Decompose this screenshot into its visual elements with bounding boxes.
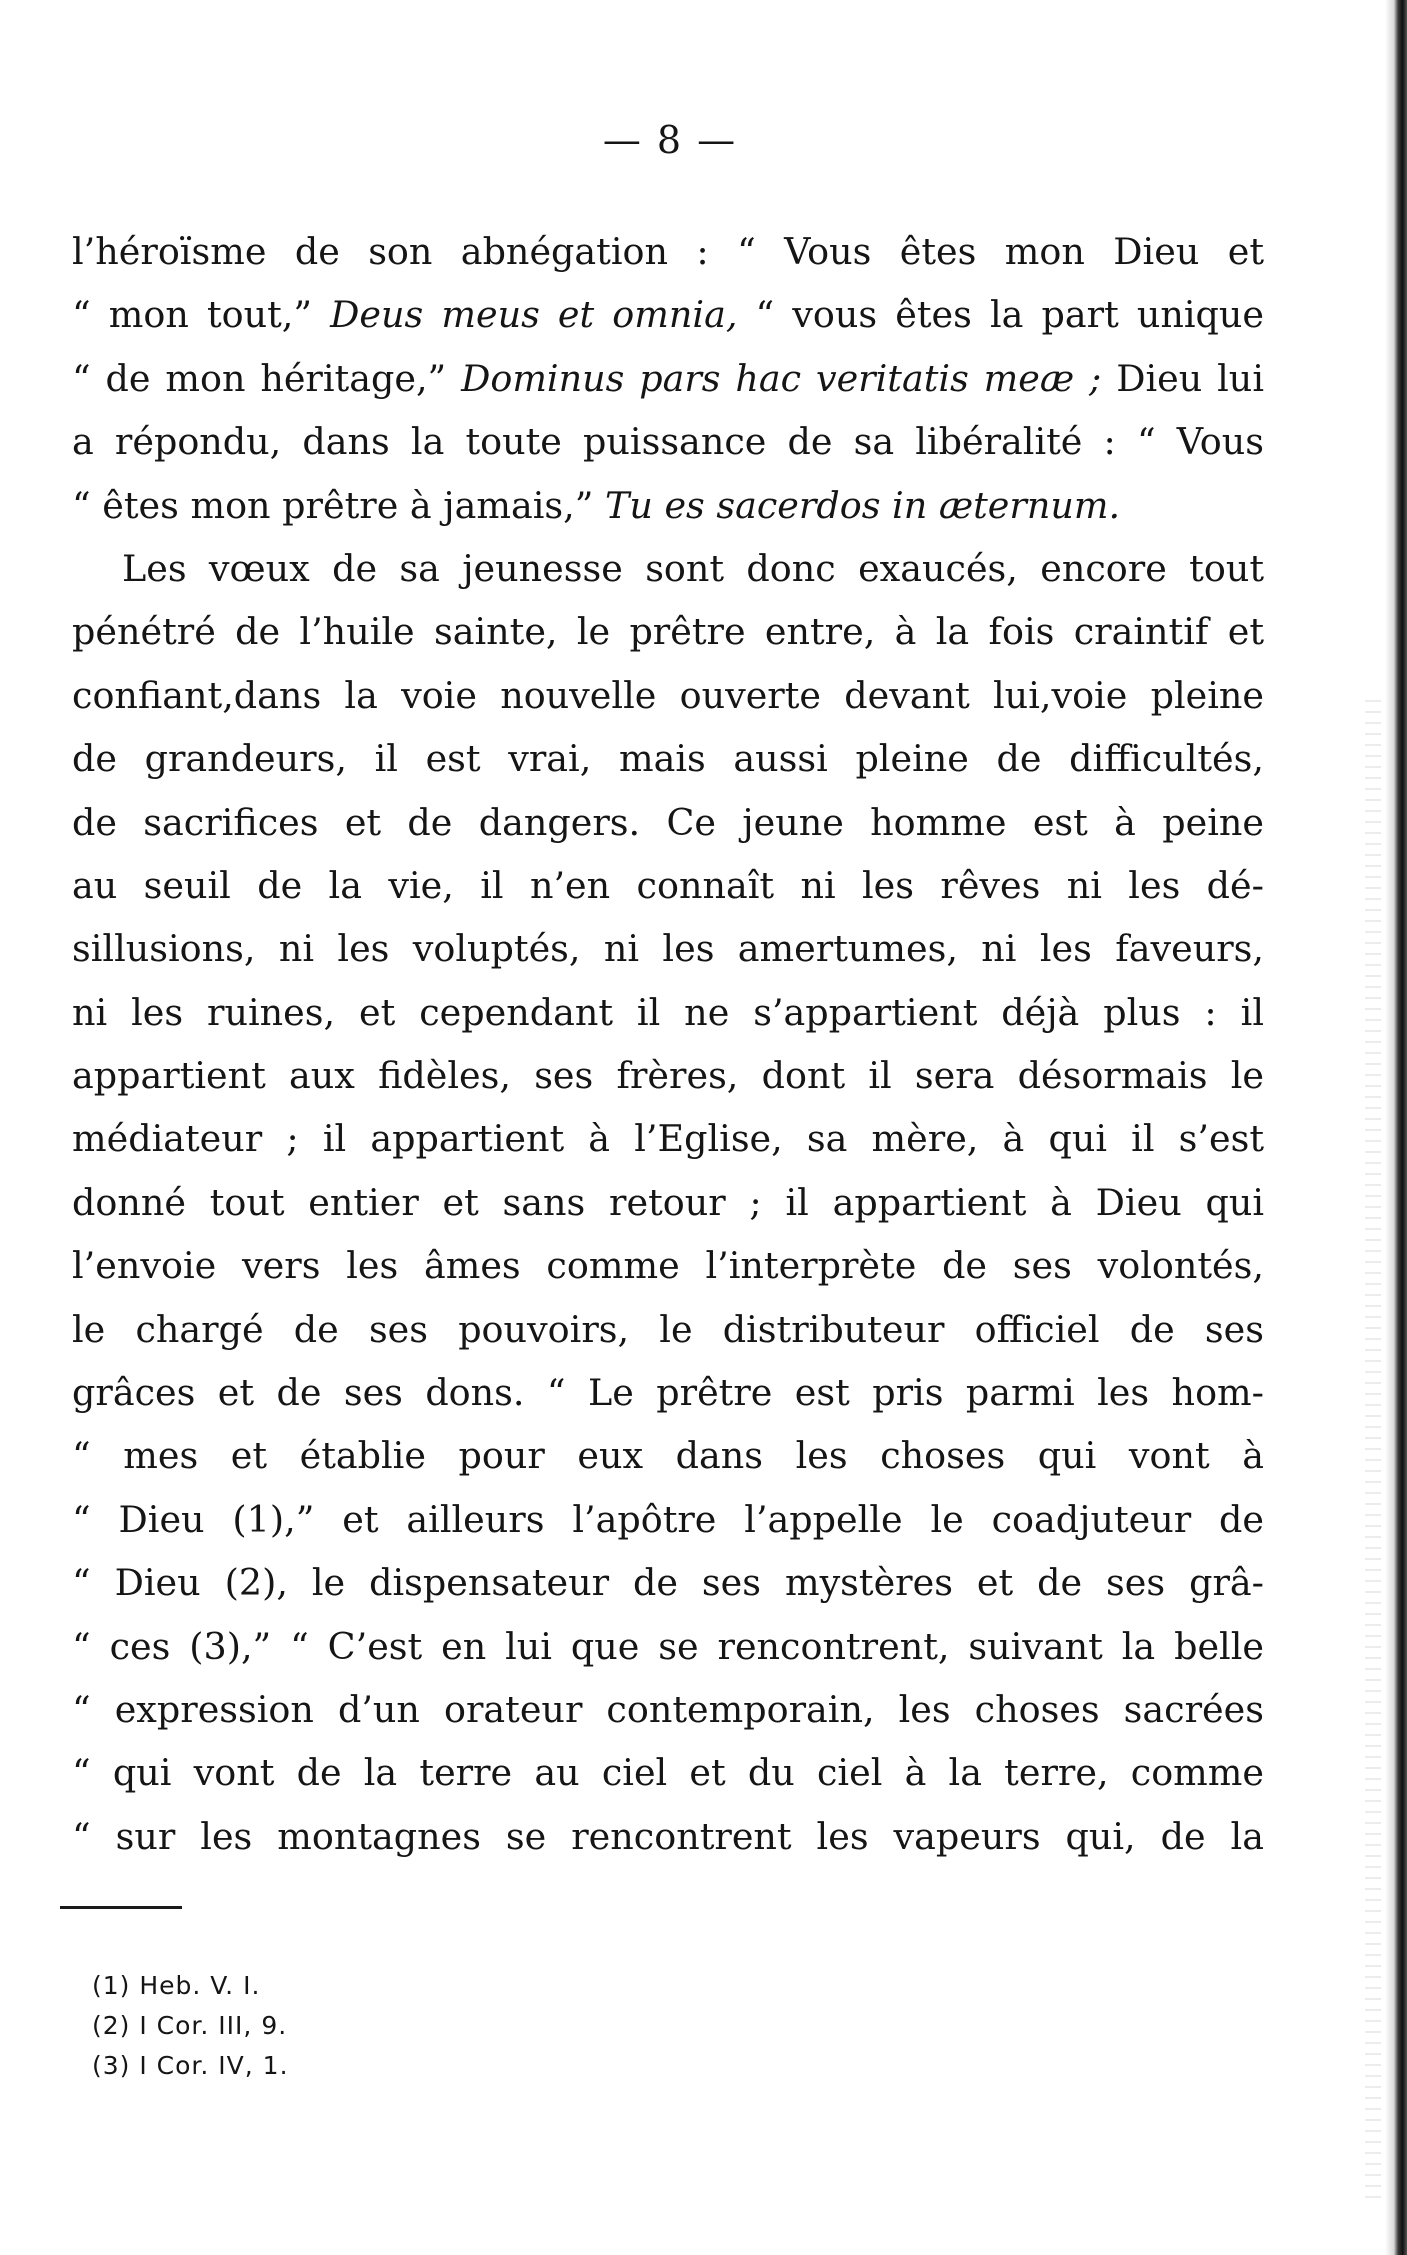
text-run: sillusions, ni les voluptés, ni les amertumes, ni les faveurs, — [72, 927, 1264, 971]
text-run: “ vous êtes la part unique — [737, 293, 1265, 337]
text-run: “ mes et établie pour eux dans les choses qui vont à — [72, 1434, 1264, 1478]
text-run: appartient aux fidèles, ses frères, dont il sera désormais le — [72, 1054, 1264, 1098]
text-line — [72, 600, 1264, 663]
text-line — [72, 917, 1264, 980]
text-run: Les vœux de sa jeunesse sont donc exaucés, encore tout — [122, 546, 1264, 590]
text-run: le chargé de ses pouvoirs, le distributeur officiel de ses — [72, 1307, 1264, 1351]
text-line — [72, 1107, 1264, 1170]
footnotes — [92, 1966, 289, 2086]
footnote-divider — [60, 1906, 182, 1909]
text-line — [72, 283, 1264, 346]
text-run: de grandeurs, il est vrai, mais aussi pleine de difficultés, — [72, 737, 1264, 781]
text-line — [72, 537, 1264, 600]
text-line — [72, 1805, 1264, 1868]
text-line — [72, 410, 1264, 473]
text-line — [72, 1044, 1264, 1107]
text-run: “ mon tout,” — [72, 293, 331, 337]
text-line — [72, 474, 1264, 537]
text-line — [72, 1361, 1264, 1424]
text-line — [72, 1298, 1264, 1361]
text-run: “ expression d’un orateur contemporain, les choses sacrées — [72, 1687, 1264, 1731]
text-line — [72, 981, 1264, 1044]
text-run: “ êtes mon prêtre à jamais,” — [72, 483, 605, 527]
text-line — [72, 1424, 1264, 1487]
text-run: donné tout entier et sans retour ; il appartient à Dieu qui — [72, 1180, 1264, 1224]
text-run: “ sur les montagnes se rencontrent les vapeurs qui, de la — [72, 1814, 1264, 1858]
latin-quote: Deus meus et omnia, — [330, 293, 738, 337]
text-run: de sacrifices et de dangers. Ce jeune homme est à peine — [72, 800, 1264, 844]
text-run: au seuil de la vie, il n’en connaît ni les rêves ni les dé- — [72, 863, 1264, 907]
text-line — [72, 791, 1264, 854]
text-line — [72, 1678, 1264, 1741]
text-run: “ Dieu (1),” et ailleurs l’apôtre l’appelle le coadjuteur de — [72, 1497, 1264, 1541]
text-run: médiateur ; il appartient à l’Eglise, sa mère, à qui il s’est — [72, 1117, 1264, 1161]
footnote: (1) Heb. V. I. — [92, 1971, 261, 2000]
text-line — [72, 1741, 1264, 1804]
text-run: l’envoie vers les âmes comme l’interprète de ses volontés, — [72, 1244, 1264, 1288]
page-binding-edge — [1385, 0, 1407, 2255]
text-line — [72, 1615, 1264, 1678]
text-run: Dieu lui — [1101, 356, 1264, 400]
latin-quote: Dominus pars hac veritatis meæ ; — [461, 356, 1102, 400]
text-line — [72, 220, 1264, 283]
latin-quote: Tu es sacerdos in æternum. — [604, 483, 1121, 527]
text-run: l’héroïsme de son abnégation : “ Vous êtes mon Dieu et — [72, 230, 1264, 273]
text-run: ni les ruines, et cependant il ne s’appartient déjà plus : il — [72, 990, 1264, 1034]
text-line — [72, 727, 1264, 790]
body-text — [72, 220, 1264, 1868]
text-run: “ Dieu (2), le dispensateur de ses mystères et de ses grâ- — [72, 1561, 1264, 1605]
text-run: “ ces (3),” “ C’est en lui que se rencontrent, suivant la belle — [72, 1624, 1264, 1668]
page-number: — 8 — — [602, 118, 738, 162]
text-line — [72, 854, 1264, 917]
text-line — [72, 1488, 1264, 1551]
text-run: grâces et de ses dons. “ Le prêtre est pris parmi les hom- — [72, 1371, 1264, 1415]
text-run: a répondu, dans la toute puissance de sa libéralité : “ Vous — [72, 420, 1264, 464]
text-run: confiant,dans la voie nouvelle ouverte devant lui,voie pleine — [72, 673, 1264, 717]
scan-noise — [1365, 700, 1381, 2200]
text-run: “ de mon héritage,” — [72, 356, 462, 400]
text-line — [72, 1171, 1264, 1234]
text-line — [72, 1551, 1264, 1614]
text-run: pénétré de l’huile sainte, le prêtre entre, à la fois craintif et — [72, 610, 1264, 654]
text-line — [72, 1234, 1264, 1297]
footnote: (2) I Cor. III, 9. — [92, 2011, 288, 2040]
text-run: “ qui vont de la terre au ciel et du ciel à la terre, comme — [72, 1751, 1264, 1795]
footnote: (3) I Cor. IV, 1. — [92, 2051, 289, 2080]
text-line — [72, 664, 1264, 727]
text-line — [72, 347, 1264, 410]
